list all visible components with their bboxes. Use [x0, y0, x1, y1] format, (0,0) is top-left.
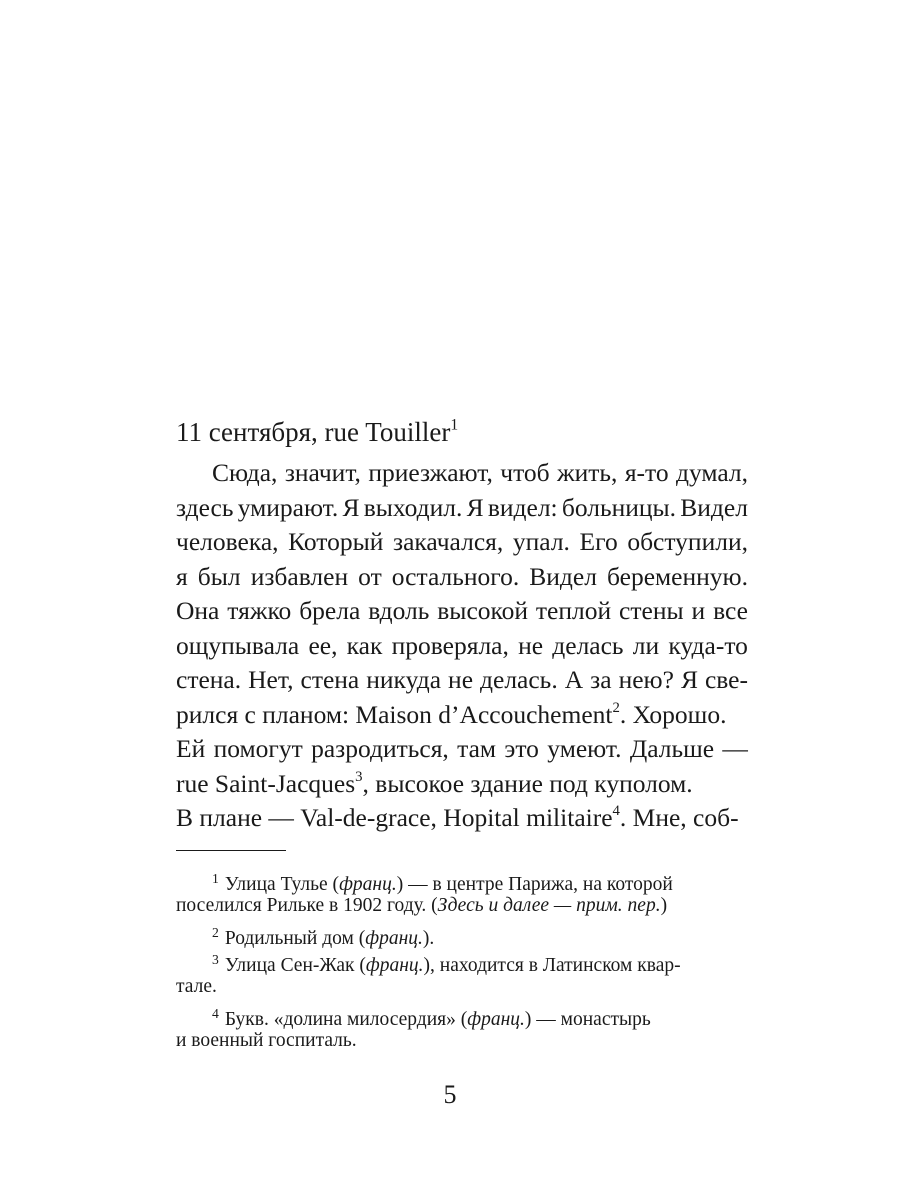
body-line [176, 629, 748, 664]
body-line [176, 767, 748, 802]
body-word: здесь [176, 492, 234, 522]
body-word: Сюда, [212, 458, 278, 487]
footnote-4-line-2: и военный госпиталь. [176, 1029, 357, 1051]
body-line [176, 594, 748, 629]
body-line [176, 732, 748, 767]
body-word: не [448, 665, 474, 694]
body-word: делась [552, 630, 624, 660]
body-word: Я [680, 665, 698, 694]
body-line-text: rue Saint-Jacques$^3$, высокое здание под куполом. [176, 768, 693, 798]
body-word: Ей [176, 734, 206, 763]
body-word: там [457, 734, 497, 763]
body-word: за [590, 665, 612, 694]
body-word: делась. [480, 665, 558, 694]
entry-heading [176, 414, 748, 450]
footnote-2-line-1: $^2$ Родильный дом (франц.). [212, 924, 435, 949]
body-line [176, 456, 748, 491]
body-line [176, 663, 748, 698]
body-word: никуда [366, 665, 442, 694]
body-word: нею? [618, 665, 674, 694]
body-word: приезжают, [368, 458, 493, 487]
body-word: Видел [529, 561, 597, 591]
body-word: стена [300, 665, 360, 694]
body-line [176, 801, 748, 836]
body-word: Его [579, 527, 618, 556]
body-word: видел: [487, 492, 558, 522]
body-word: Она [176, 596, 220, 625]
body-word: человека, [176, 527, 279, 556]
body-word: чтоб [500, 458, 550, 487]
body-word: тяжко [227, 596, 292, 625]
body-line [176, 491, 748, 526]
footnote-ref-3: 3 [355, 768, 363, 785]
body-word: Я [342, 492, 360, 522]
body-word: проверяла, [391, 630, 509, 660]
footnote-number: 2 [212, 924, 219, 940]
footnote-divider [176, 850, 286, 851]
body-line [176, 525, 748, 560]
body-word: брела [299, 596, 361, 625]
body-line [176, 698, 748, 733]
body-word: был [197, 561, 241, 591]
body-word: умирают. [237, 492, 339, 522]
body-word: и [691, 596, 706, 625]
body-word: све- [704, 665, 748, 694]
footnote-4-line-1: $^4$ Букв. «долина милосердия» (франц.) — монастырь [212, 1005, 651, 1030]
body-word: ли [632, 630, 660, 660]
body-word: избавлен [250, 561, 349, 591]
entry-heading-text: 11 сентября, rue Touiller [176, 417, 451, 447]
footnote-3-line-1: $^3$ Улица Сен-Жак (франц.), находится в Латинском квар- [212, 951, 681, 976]
body-word: жить, [557, 458, 618, 487]
body-word: стены [619, 596, 684, 625]
body-word: вдоль [368, 596, 430, 625]
body-word: ее, [308, 630, 338, 660]
body-word: остального. [391, 561, 520, 591]
body-word: разродиться, [311, 734, 449, 763]
body-line-text: В плане — Val-de-grace, Hopital militaire$^4$. Мне, соб- [176, 802, 739, 832]
body-word: А [564, 665, 584, 694]
body-word: выходил. [363, 492, 463, 522]
body-word: Нет, [248, 665, 294, 694]
footnote-number: 3 [212, 951, 219, 967]
page-number: 5 [443, 1080, 457, 1109]
body-word: высокой [437, 596, 528, 625]
footnote-ref-4: 4 [612, 802, 620, 819]
body-word: не [518, 630, 544, 660]
body-line [176, 560, 748, 595]
body-word: умеют. [547, 734, 622, 763]
page-content [176, 414, 748, 1054]
body-line-text: рился с планом: Maison d’Accouchement$^2$. Хорошо. [176, 699, 727, 729]
body-word: — [722, 734, 748, 763]
body-text [176, 456, 748, 836]
footnote-3-line-2: тале. [176, 975, 217, 997]
footnote-ref-1: 1 [450, 416, 459, 434]
footnote-number: 1 [212, 870, 219, 886]
body-word: Я [466, 492, 484, 522]
body-word: Дальше [629, 734, 715, 763]
body-word: больницы. [561, 492, 677, 522]
body-word: все [713, 596, 748, 625]
footnote-1-line-2: поселился Рильке в 1902 году. (Здесь и далее — прим. пер.) [176, 894, 668, 916]
footnote-number: 4 [212, 1005, 219, 1021]
body-word: я [176, 561, 188, 591]
body-word: теплой [535, 596, 612, 625]
body-word: это [504, 734, 539, 763]
footnote-1-line-1: $^1$ Улица Тулье (франц.) — в центре Парижа, на которой [212, 870, 673, 895]
body-word: я-то [624, 458, 669, 487]
body-word: закачался, [393, 527, 504, 556]
body-word: упал. [512, 527, 570, 556]
body-word: как [346, 630, 383, 660]
body-word: ощупывала [176, 630, 300, 660]
body-word: беременную. [607, 561, 748, 591]
body-word: Видел [680, 492, 748, 522]
body-word: обступили, [627, 527, 748, 556]
body-word: куда-то [668, 630, 748, 660]
body-word: помогут [213, 734, 303, 763]
body-word: от [358, 561, 382, 591]
body-word: значит, [284, 458, 361, 487]
body-word: Который [288, 527, 384, 556]
body-word: думал, [675, 458, 748, 487]
footnotes [176, 865, 748, 1054]
body-word: стена. [176, 665, 242, 694]
footnote-ref-2: 2 [612, 699, 620, 716]
